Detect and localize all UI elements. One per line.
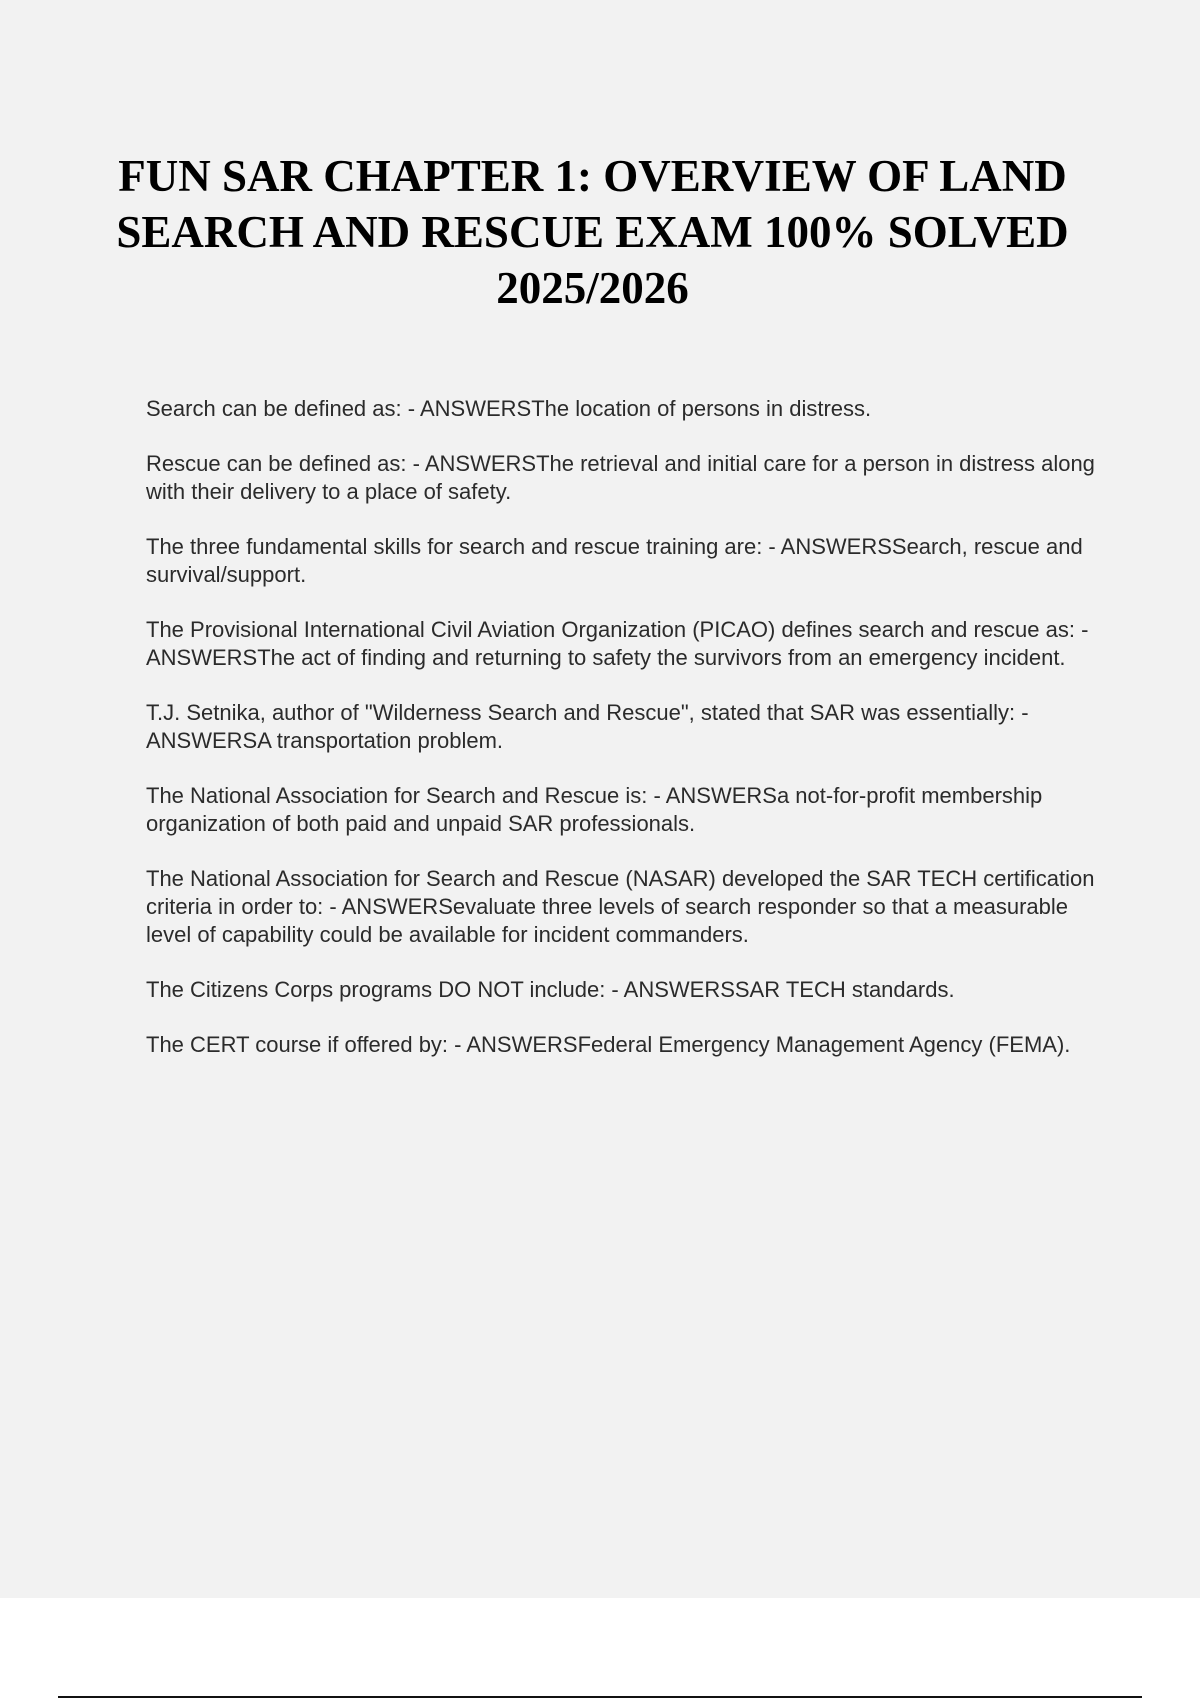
qa-item: Search can be defined as: - ANSWERSThe location of persons in distress.: [146, 396, 872, 421]
document-title: FUN SAR CHAPTER 1: OVERVIEW OF LAND SEARCH AND RESCUE EXAM 100% SOLVED 2025/2026: [116, 151, 1069, 313]
qa-item: The Citizens Corps programs DO NOT include: - ANSWERSSAR TECH standards.: [146, 977, 955, 1002]
footer-divider: [58, 1696, 1142, 1698]
qa-item: The National Association for Search and Rescue is: - ANSWERSa not-for-profit membership organization of both paid and unpaid SAR professionals.: [146, 783, 1043, 836]
qa-list: [146, 395, 1096, 1086]
qa-item: T.J. Setnika, author of "Wilderness Search and Rescue", stated that SAR was essentially: - ANSWERSA transportation problem.: [146, 700, 1029, 753]
qa-item: The three fundamental skills for search and rescue training are: - ANSWERSSearch, rescue and survival/support.: [146, 534, 1083, 587]
qa-item: The Provisional International Civil Aviation Organization (PICAO) defines search and rescue as: - ANSWERSThe act of finding and returning to safety the survivors from an emergency incident.: [146, 617, 1089, 670]
qa-item: The CERT course if offered by: - ANSWERSFederal Emergency Management Agency (FEMA).: [146, 1032, 1071, 1057]
qa-item: Rescue can be defined as: - ANSWERSThe retrieval and initial care for a person in distress along with their delivery to a place of safety.: [146, 451, 1095, 504]
qa-item: The National Association for Search and Rescue (NASAR) developed the SAR TECH certification criteria in order to: - ANSWERSevaluate three levels of search responder so that a measurable level of capability could be available for incident commanders.: [146, 866, 1095, 947]
